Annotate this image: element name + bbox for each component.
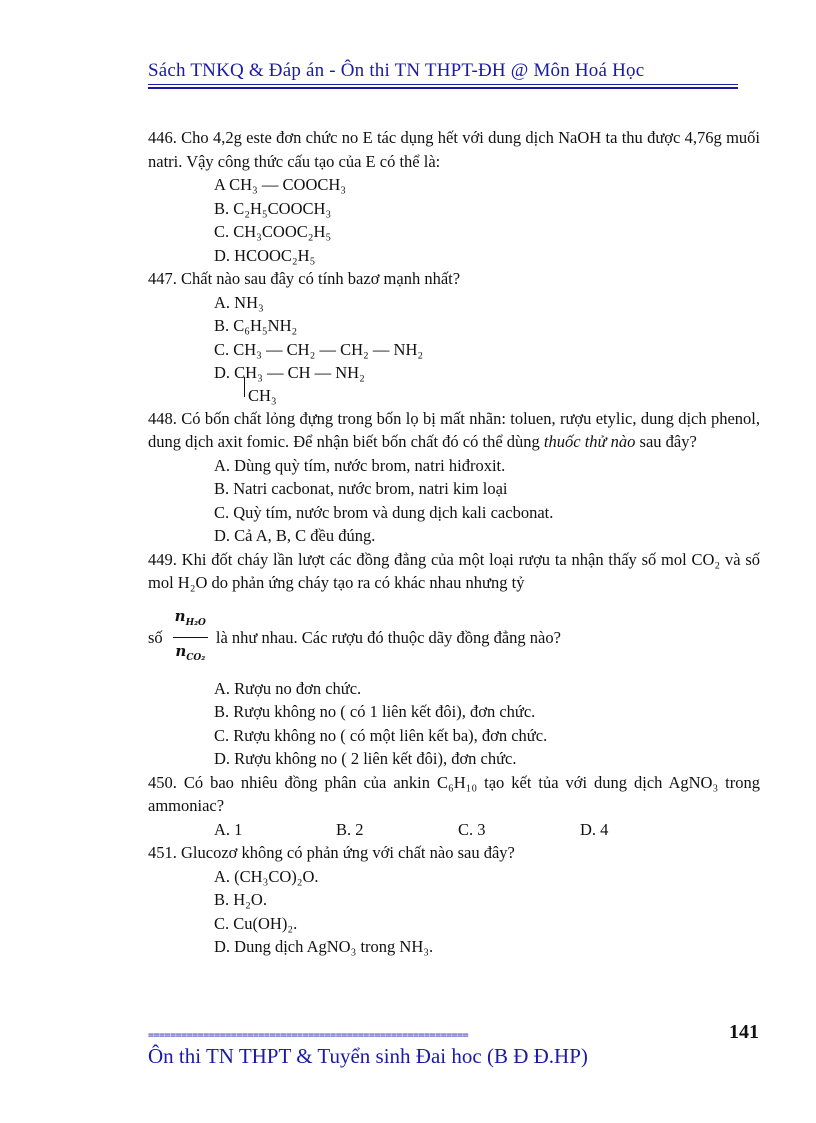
question-451-option-c: C. Cu(OH)₂. [214,913,298,933]
question-446-option-b: B. C₂H₅COOCH₃ [214,198,332,218]
page-header: Sách TNKQ & Đáp án - Ôn thi TN THPT-ĐH @ Môn Hoá Học [148,60,645,81]
header-rule-top [148,84,738,85]
question-448-option-d: D. Cả A, B, C đều đúng. [214,526,376,545]
question-448-stem-italic: thuốc thử nào [543,432,636,451]
question-446-option-d: D. HCOOC₂H₅ [214,245,316,265]
question-447-option-a: A. NH₃ [214,292,264,312]
question-451-option-b: B. H₂O. [214,890,267,909]
page-number: 141 [729,1021,759,1043]
ratio-numerator: $n_{H_2O}$ [173,605,208,639]
question-447-stem: 447. Chất nào sau đây có tính bazơ mạnh nhất? [148,269,461,288]
question-449-option-d: D. Rượu không no ( 2 liên kết đôi), đơn chức. [214,749,517,768]
page-footer: Ôn thi TN THPT & Tuyển sinh Đai hoc (B Đ Đ.HP) [148,1044,588,1068]
question-447-option-c: C. CH₃ — CH₂ — CH₂ — NH₂ [214,339,424,359]
question-451-option-a: A. (CH₃CO)₂O. [214,866,319,886]
question-451-stem: 451. Glucozơ không có phản ứng với chất nào sau đây? [148,843,515,862]
question-448-stem-end: sau đây? [639,432,697,451]
footer-rule: ========================================================== [148,1030,469,1041]
question-450-option-d: D. 4 [580,819,609,839]
question-448-option-b: B. Natri cacbonat, nước brom, natri kim loại [214,479,508,498]
question-447-option-b: B. C₆H₅NH₂ [214,316,298,335]
question-450-option-b: B. 2 [336,819,364,839]
ratio-suffix: là như nhau. Các rượu đó thuộc dãy đồng đẳng nào? [215,627,561,647]
question-449-option-a: A. Rượu no đơn chức. [214,678,362,698]
question-447-branch [148,385,760,407]
question-450-option-a: A. 1 [214,819,243,839]
branch-bond-line [244,377,245,397]
question-449-ratio-line [148,605,760,671]
question-449-option-b: B. Rượu không no ( có 1 liên kết đôi), đơn chức. [214,702,536,721]
question-450-option-c: C. 3 [458,819,486,839]
question-449-stem: 449. Khi đốt cháy lần lượt các đồng đẳng của một loại rượu ta nhận thấy số mol CO₂ và số mol H₂O do phản ứng cháy tạo ra có khác nhau nhưng tỷ [148,549,760,592]
question-450-stem: 450. Có bao nhiêu đồng phân của ankin C₆H₁₀ tạo kết tủa với dung dịch AgNO₃ trong ammoniac? [148,772,760,815]
question-448-option-c: C. Quỳ tím, nước brom và dung dịch kali cacbonat. [214,502,554,522]
question-446-option-a: A CH₃ — COOCH₃ [214,175,347,194]
question-448-option-a: A. Dùng quỳ tím, nước brom, natri hiđroxit. [214,455,506,475]
question-448-stem-start: 448. Có bốn chất lỏng đựng trong bốn lọ bị mất nhãn: toluen, rượu etylic, dung dịch phenol, dung dịch axit fomic. Để nhận biết bốn chất đó có thể dùng [148,408,760,451]
question-446-stem: 446. Cho 4,2g este đơn chức no E tác dụng hết với dung dịch NaOH ta thu được 4,76g muối natri. Vậy công thức cấu tạo của E có thể là: [148,128,760,171]
question-450-options [148,818,760,842]
branch-methyl: CH₃ [248,385,277,405]
question-448-stem [148,407,760,454]
ratio-denominator: $n_{CO_2}$ [175,642,206,663]
question-446-option-c: C. CH₃COOC₂H₅ [214,222,332,241]
question-451-option-d: D. Dung dịch AgNO₃ trong NH₃. [214,937,434,956]
ratio-prefix: số [148,627,163,647]
question-449-option-c: C. Rượu không no ( có một liên kết ba), đơn chức. [214,725,548,745]
ratio-fraction [173,605,208,671]
question-content [148,126,760,959]
question-447-option-d: D. CH₃ — CH — NH₂ [214,363,365,382]
header-rule-bottom [148,87,738,89]
